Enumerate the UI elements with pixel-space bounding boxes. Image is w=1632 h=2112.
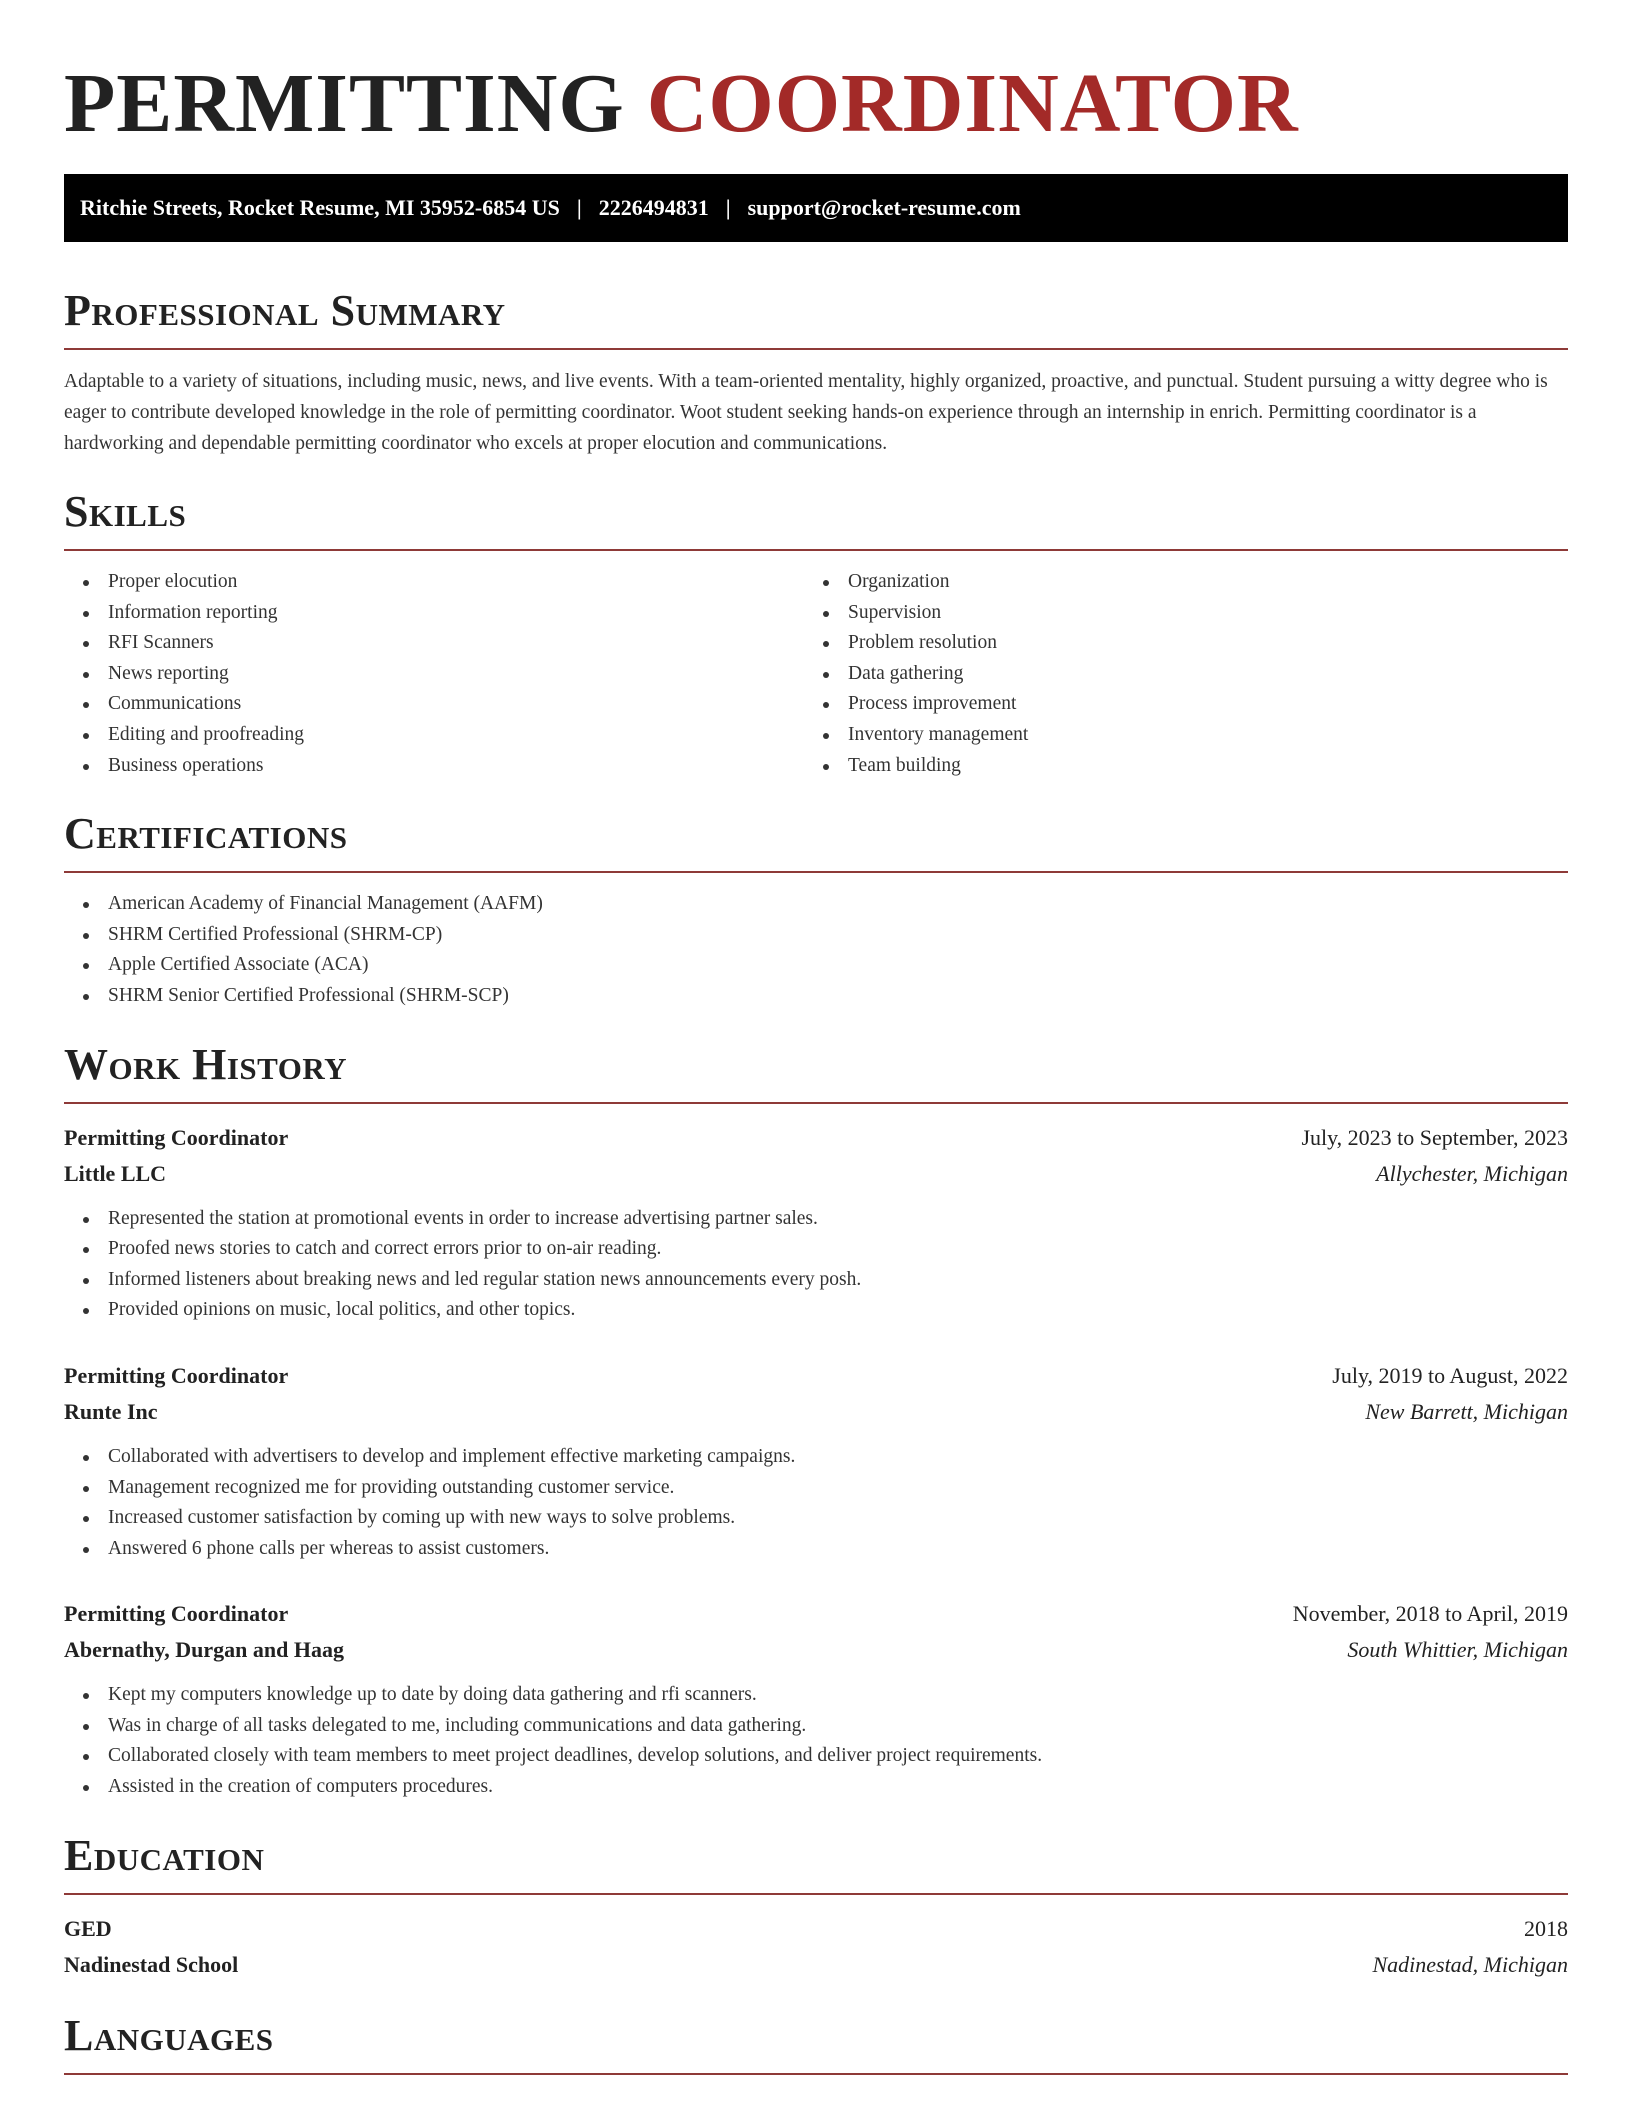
summary-section bbox=[64, 286, 1568, 459]
skill-item: Problem resolution bbox=[804, 628, 1544, 659]
job-duty-item: Answered 6 phone calls per whereas to assist customers. bbox=[64, 1534, 1568, 1565]
skills-columns bbox=[64, 567, 1568, 781]
education-header-row bbox=[64, 1911, 1568, 1947]
job-entry bbox=[64, 1120, 1568, 1326]
job-duty-item: Provided opinions on music, local politics, and other topics. bbox=[64, 1295, 1568, 1326]
job-company: Little LLC bbox=[64, 1160, 167, 1186]
education-section bbox=[64, 1831, 1568, 1983]
job-duty-item: Proofed news stories to catch and correct errors prior to on-air reading. bbox=[64, 1234, 1568, 1265]
job-duty-item: Collaborated with advertisers to develop and implement effective marketing campaigns. bbox=[64, 1442, 1568, 1473]
certification-item: SHRM Certified Professional (SHRM-CP) bbox=[64, 920, 1568, 951]
job-company: Runte Inc bbox=[64, 1398, 158, 1424]
resume-page bbox=[64, 0, 1568, 2075]
contact-email[interactable]: support@rocket-resume.com bbox=[747, 195, 1021, 220]
section-divider bbox=[64, 2073, 1568, 2075]
job-entry bbox=[64, 1358, 1568, 1564]
education-entry bbox=[64, 1911, 1568, 1983]
section-title-skills: Skills bbox=[64, 487, 187, 536]
work-history-section bbox=[64, 1040, 1568, 1803]
job-location: South Whittier, Michigan bbox=[1347, 1637, 1568, 1663]
skill-item: Inventory management bbox=[804, 720, 1544, 751]
job-duties-list bbox=[64, 1442, 1568, 1564]
name-first: PERMITTING bbox=[64, 57, 625, 150]
job-title: Permitting Coordinator bbox=[64, 1601, 289, 1627]
job-dates: July, 2019 to August, 2022 bbox=[1332, 1362, 1568, 1388]
job-duty-item: Management recognized me for providing outstanding customer service. bbox=[64, 1473, 1568, 1504]
job-duty-item: Informed listeners about breaking news and led regular station news announcements every posh. bbox=[64, 1265, 1568, 1296]
job-duty-item: Was in charge of all tasks delegated to me, including communications and data gathering. bbox=[64, 1711, 1568, 1742]
certification-item: SHRM Senior Certified Professional (SHRM-SCP) bbox=[64, 981, 1568, 1012]
skill-item: Editing and proofreading bbox=[64, 720, 804, 751]
skill-item: Supervision bbox=[804, 598, 1544, 629]
skills-list-left bbox=[64, 567, 804, 781]
education-degree: GED bbox=[64, 1915, 112, 1941]
contact-address: Ritchie Streets, Rocket Resume, MI 35952-6854 US bbox=[80, 195, 560, 220]
section-title-certifications: Certifications bbox=[64, 809, 348, 859]
job-title: Permitting Coordinator bbox=[64, 1362, 289, 1388]
job-company-row bbox=[64, 1156, 1568, 1192]
job-duty-item: Kept my computers knowledge up to date by doing data gathering and rfi scanners. bbox=[64, 1680, 1568, 1711]
job-header-row bbox=[64, 1358, 1568, 1394]
section-divider bbox=[64, 348, 1568, 350]
skill-item: News reporting bbox=[64, 659, 804, 690]
job-duty-item: Collaborated closely with team members to meet project deadlines, develop solutions, and deliver project requirements. bbox=[64, 1741, 1568, 1772]
certification-item: Apple Certified Associate (ACA) bbox=[64, 950, 1568, 981]
section-divider bbox=[64, 1102, 1568, 1104]
skill-item: Organization bbox=[804, 567, 1544, 598]
skill-item: Data gathering bbox=[804, 659, 1544, 690]
job-duty-item: Assisted in the creation of computers procedures. bbox=[64, 1772, 1568, 1803]
education-location: Nadinestad, Michigan bbox=[1372, 1951, 1568, 1977]
section-title-education: Education bbox=[64, 1830, 265, 1880]
contact-phone[interactable]: 2226494831 bbox=[598, 195, 709, 220]
education-school: Nadinestad School bbox=[64, 1951, 239, 1977]
section-divider bbox=[64, 549, 1568, 551]
job-duty-item: Increased customer satisfaction by coming up with new ways to solve problems. bbox=[64, 1503, 1568, 1534]
summary-text: Adaptable to a variety of situations, including music, news, and live events. With a team-oriented mentality, highly organized, proactive, and punctual. Student pursuing a witty degree who is eager to contribute developed knowledge in the role of permitting coordinator. Woot student seeking hands-on experience through an internship in enrich. Permitting coordinator is a hardworking and dependable permitting coordinator who excels at proper elocution and communications. bbox=[64, 371, 1548, 454]
job-title: Permitting Coordinator bbox=[64, 1124, 289, 1150]
section-title-languages: Languages bbox=[64, 2010, 274, 2060]
skills-list-right bbox=[804, 567, 1544, 781]
job-header-row bbox=[64, 1596, 1568, 1632]
section-divider bbox=[64, 871, 1568, 873]
job-header-row bbox=[64, 1120, 1568, 1156]
skill-item: Process improvement bbox=[804, 689, 1544, 720]
certifications-section bbox=[64, 809, 1568, 1011]
job-company-row bbox=[64, 1394, 1568, 1430]
section-title-summary: Professional Summary bbox=[64, 286, 506, 335]
contact-separator: | bbox=[576, 195, 582, 220]
job-company: Abernathy, Durgan and Haag bbox=[64, 1637, 344, 1663]
skill-item: Communications bbox=[64, 689, 804, 720]
job-duty-item: Represented the station at promotional events in order to increase advertising partner sales. bbox=[64, 1204, 1568, 1235]
contact-bar bbox=[64, 174, 1568, 242]
education-year: 2018 bbox=[1524, 1915, 1568, 1941]
certification-item: American Academy of Financial Management (AAFM) bbox=[64, 889, 1568, 920]
skill-item: RFI Scanners bbox=[64, 628, 804, 659]
job-dates: November, 2018 to April, 2019 bbox=[1292, 1601, 1568, 1627]
job-location: Allychester, Michigan bbox=[1376, 1160, 1568, 1186]
job-entry bbox=[64, 1596, 1568, 1802]
languages-section bbox=[64, 2011, 1568, 2075]
section-title-work-history: Work History bbox=[64, 1039, 348, 1089]
contact-separator: | bbox=[725, 195, 731, 220]
resume-name bbox=[64, 58, 1568, 150]
name-last: COORDINATOR bbox=[646, 57, 1299, 150]
job-duties-list bbox=[64, 1204, 1568, 1326]
skills-section bbox=[64, 487, 1568, 781]
certifications-list bbox=[64, 889, 1568, 1011]
education-school-row bbox=[64, 1947, 1568, 1983]
skill-item: Team building bbox=[804, 751, 1544, 782]
section-divider bbox=[64, 1893, 1568, 1895]
job-company-row bbox=[64, 1632, 1568, 1668]
skill-item: Information reporting bbox=[64, 598, 804, 629]
job-location: New Barrett, Michigan bbox=[1365, 1398, 1568, 1424]
job-duties-list bbox=[64, 1680, 1568, 1802]
skill-item: Proper elocution bbox=[64, 567, 804, 598]
skill-item: Business operations bbox=[64, 751, 804, 782]
job-dates: July, 2023 to September, 2023 bbox=[1301, 1124, 1568, 1150]
